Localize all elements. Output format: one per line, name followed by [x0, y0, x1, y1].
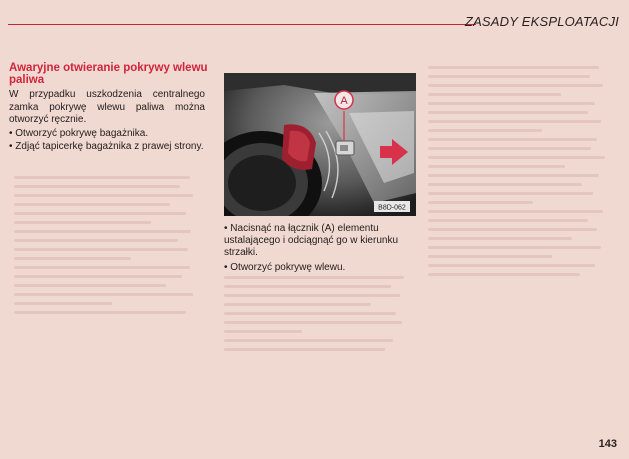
- section-body: [9, 89, 205, 155]
- fuel-flap-release-photo: [224, 73, 416, 216]
- page-number: 143: [598, 438, 617, 450]
- release-latch: [340, 145, 348, 151]
- step-remove-trim: • Zdjąć tapicerkę bagażnika z prawej strony.: [9, 141, 204, 153]
- show-through-left: [14, 170, 209, 400]
- show-through-middle: [224, 270, 420, 390]
- show-through-right: [428, 60, 618, 420]
- trunk-interior-illustration: [224, 73, 416, 216]
- figure-code: B8D-062: [378, 204, 406, 212]
- wheel-rim: [228, 155, 296, 211]
- paragraph-intro: W przypadku uszkodzenia centralnego zamka pokrywę wlewu paliwa można otworzyć ręcznie.: [9, 89, 205, 126]
- section-title: Awaryjne otwieranie pokrywy wlewu paliwa: [9, 62, 208, 86]
- figure-caption: [224, 223, 420, 276]
- step-open-trunk: • Otworzyć pokrywę bagażnika.: [9, 127, 149, 139]
- page-header-title: ZASADY EKSPLOATACJI: [464, 14, 619, 29]
- caption-step-open-flap: • Otworzyć pokrywę wlewu.: [224, 261, 346, 273]
- callout-label: A: [340, 95, 348, 107]
- caption-step-press-connector: • Nacisnąć na łącznik (A) elementu ustalającego i odciągnąć go w kierunku strzałki.: [224, 223, 398, 259]
- header-rule: [8, 24, 476, 25]
